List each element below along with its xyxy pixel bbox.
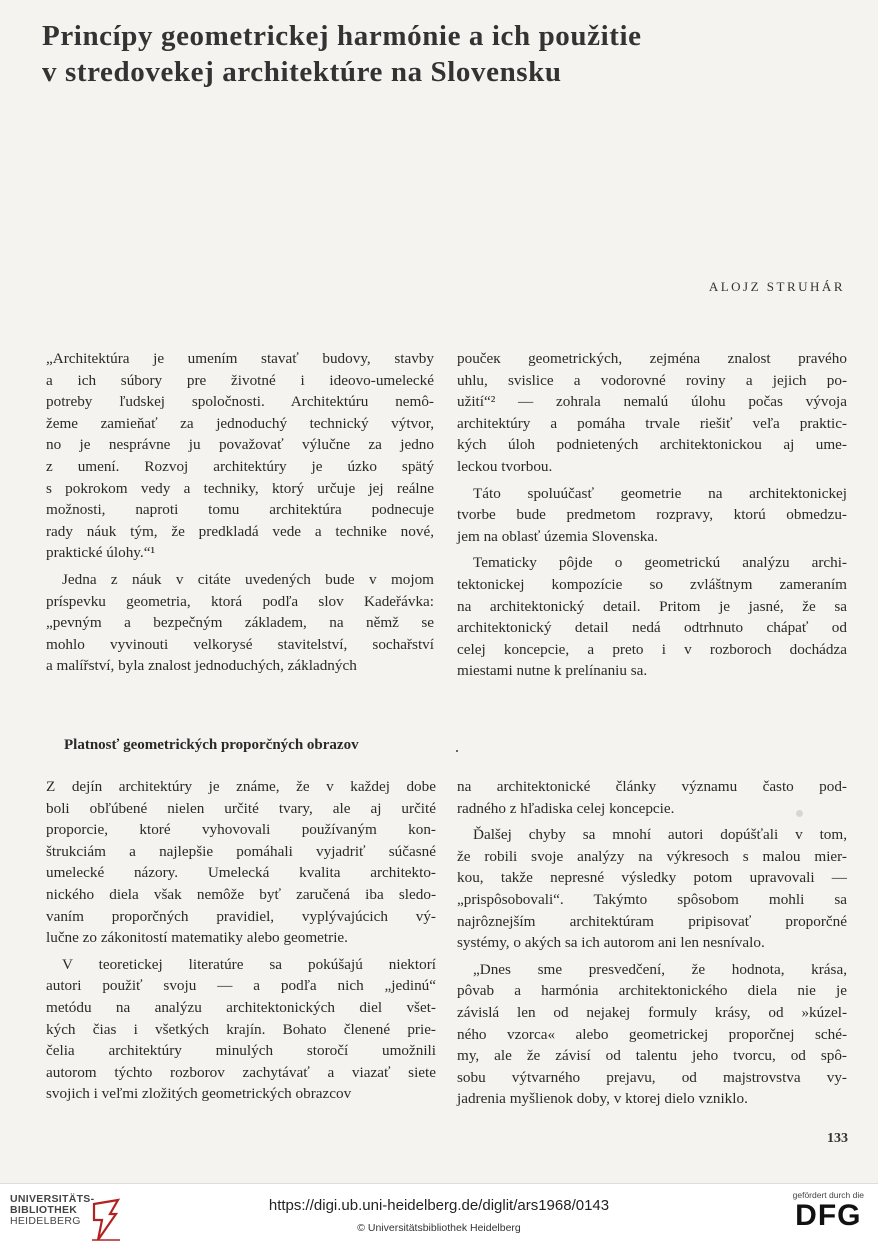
- text-line: štrukciám a najlepšie pomáhali vyjadriť súčasné: [46, 842, 436, 860]
- dfg-caption: gefördert durch die: [792, 1190, 864, 1200]
- text-line: V teoretickej literatúre sa pokúšajú niektorí: [62, 955, 436, 973]
- text-line: uhlu, svislice a vodorovné roviny a jejich po-: [457, 371, 847, 389]
- text-line: nického diela však nemôže byť zaručená iba sledo-: [46, 885, 436, 903]
- text-line: metódu na analýzu architektonických diel všet-: [46, 998, 436, 1016]
- text-line: „prispôsobovali“. Takýmto spôsobom mohli sa: [457, 890, 847, 908]
- text-line: vaním proporčných pravidiel, vyplývajúcich vý-: [46, 907, 436, 925]
- text-line: čelia architektúry minulých storočí umožnili: [46, 1042, 436, 1060]
- text-line: „pevným a bezpečným základem, na němž se: [46, 614, 434, 632]
- text-line: umelecké názory. Umelecká kvalita architekto-: [46, 864, 436, 882]
- library-name-line-2: BIBLIOTHEK: [10, 1204, 78, 1216]
- text-line: závislá len od nejakej formuly krásy, od »kúzel-: [457, 1003, 847, 1021]
- text-line: užití“² — zohrala nemalú úlohu počas vývoja: [457, 393, 847, 411]
- text-line: potreby ľudskej spoločnosti. Architektúru nemô-: [46, 393, 434, 411]
- text-line: autori použiť svoju — a podľa nich „jedinú“: [46, 977, 436, 995]
- title-line-2: v stredovekej architektúre na Slovensku: [42, 56, 562, 88]
- column-1: [46, 348, 434, 677]
- permalink-url[interactable]: https://digi.ub.uni-heidelberg.de/diglit/ars1968/0143: [268, 1197, 610, 1214]
- text-line: radného z hľadiska celej koncepcie.: [457, 799, 675, 817]
- text-line: tvorbe bude predmetom rozpravy, ktorú obmedzu-: [457, 506, 847, 524]
- article-title: [42, 18, 822, 90]
- text-line: leckou tvorbou.: [457, 457, 553, 475]
- text-line: autorom týchto rozborov zachytávať a viazať siete: [46, 1063, 436, 1081]
- text-line: ného vzorca« alebo geometrickej proporčnej sché-: [457, 1025, 847, 1043]
- text-line: Tematicky pôjde o geometrickú analýzu archi-: [473, 554, 847, 572]
- text-line: miestami nutne k prelínaniu sa.: [457, 662, 648, 680]
- text-line: a ich súbory pre životné i ideovo-umelecké: [46, 371, 434, 389]
- library-name-line-1: UNIVERSITÄTS-: [10, 1193, 95, 1205]
- column-2: [457, 348, 847, 682]
- text-line: tektonickej kompozície so zvláštnym zameraním: [457, 575, 847, 593]
- text-line: sobu výtvarného prejavu, od majstrovstva vy-: [457, 1068, 847, 1086]
- text-line: „Architektúra je umením stavať budovy, stavby: [46, 350, 434, 367]
- copyright-notice: © Universitätsbibliothek Heidelberg: [357, 1222, 521, 1234]
- column-3: [46, 776, 436, 1105]
- text-line: jadrenia myšlienok doby, v ktorej dielo vzniklo.: [457, 1090, 748, 1108]
- text-line: mohlo vyvinouti velkorysé stavitelství, sochařství: [46, 635, 434, 653]
- text-line: na architektonický detail. Pritom je jasné, že sa: [457, 597, 847, 615]
- text-line: poučeк geometrických, zejména znalost pravého: [457, 350, 847, 367]
- dfg-logo[interactable]: [793, 1190, 864, 1232]
- text-line: svojich i veľmi zložitých geometrických obrazcov: [46, 1085, 352, 1103]
- text-line: systémy, o akých sa ich autorom ani len nesnívalo.: [457, 934, 765, 952]
- text-line: najrôznejším architektúram pripisovať proporčné: [457, 912, 847, 930]
- text-line: celej koncepcie, a preto i v rozboroch dochádza: [457, 640, 847, 658]
- text-line: s pokrokom vedy a techniky, ktorý určuje jej reálne: [46, 479, 434, 497]
- column-4: [457, 776, 847, 1110]
- text-line: žeme zamieňať za jednoduchý technický výtvor,: [46, 414, 434, 432]
- text-line: a malířství, byla znalost jednoduchých, základných: [46, 657, 357, 675]
- dfg-wordmark: DFG: [795, 1199, 862, 1232]
- text-line: boli obľúbené nielen určité tvary, ale aj určité: [46, 799, 436, 817]
- text-line: Jedna z náuk v citáte uvedených bude v mojom: [62, 570, 434, 588]
- text-line: architektúry a pomáha trvale riešiť veľa praktic-: [457, 414, 847, 432]
- text-line: jem na oblasť územia Slovenska.: [457, 527, 658, 545]
- text-line: na architektonické články významu často pod-: [457, 778, 847, 795]
- section-heading: Platnosť geometrických proporčných obrazov: [64, 737, 359, 753]
- text-line: z umení. Rozvoj architektúry je úzko spätý: [46, 457, 434, 475]
- text-line: možnosti, naproti tomu architektúra podnecuje: [46, 501, 434, 519]
- author-name: ALOJZ STRUHÁR: [708, 279, 845, 294]
- text-line: rady náuk tým, že predkladá vede a technike nové,: [46, 522, 434, 540]
- text-line: kých úloh podnietených architektonickou aj ume-: [457, 436, 847, 454]
- text-line: že robili svoje analýzy na výkresoch s malou mier-: [457, 847, 847, 865]
- text-line: lučne zo zákonitostí matematiky alebo geometrie.: [46, 929, 348, 947]
- text-line: príspevku geometria, ktorá podľa slov Kadeřávka:: [46, 592, 434, 610]
- text-line: architektonický detail nedá odtrhnuto chápať od: [457, 619, 847, 637]
- viewer-footer: [0, 1183, 878, 1246]
- text-line: kou, takže nepresné výsledky potom upravovali —: [457, 869, 847, 887]
- library-name-line-3: HEIDELBERG: [10, 1215, 81, 1227]
- text-line: „Dnes sme presvedčení, že hodnota, krása,: [473, 960, 847, 978]
- stray-mark: [456, 750, 458, 752]
- text-line: Z dejín architektúry je známe, že v každej dobe: [46, 778, 436, 795]
- text-line: proporcie, ktoré vyhovovali používaným kon-: [46, 821, 436, 839]
- page-number: 133: [827, 1131, 848, 1146]
- text-line: praktické úlohy.“¹: [46, 544, 155, 562]
- title-line-1: Princípy geometrickej harmónie a ich použitie: [42, 20, 642, 52]
- text-line: pôvab a harmónia architektonického diela nie je: [457, 982, 847, 1000]
- text-line: my, ale že závisí od talentu jeho tvorcu, od spô-: [457, 1047, 847, 1065]
- text-line: Ďalšej chyby sa mnohí autori dopúšťali v tom,: [473, 826, 847, 844]
- text-line: no je nesprávne ju považovať výlučne za jedno: [46, 436, 434, 454]
- text-line: kých čias i všetkých krajín. Bohato členené prie-: [46, 1020, 436, 1038]
- scan-spot: [796, 810, 803, 817]
- text-line: Táto spoluúčasť geometrie na architektonickej: [473, 484, 847, 502]
